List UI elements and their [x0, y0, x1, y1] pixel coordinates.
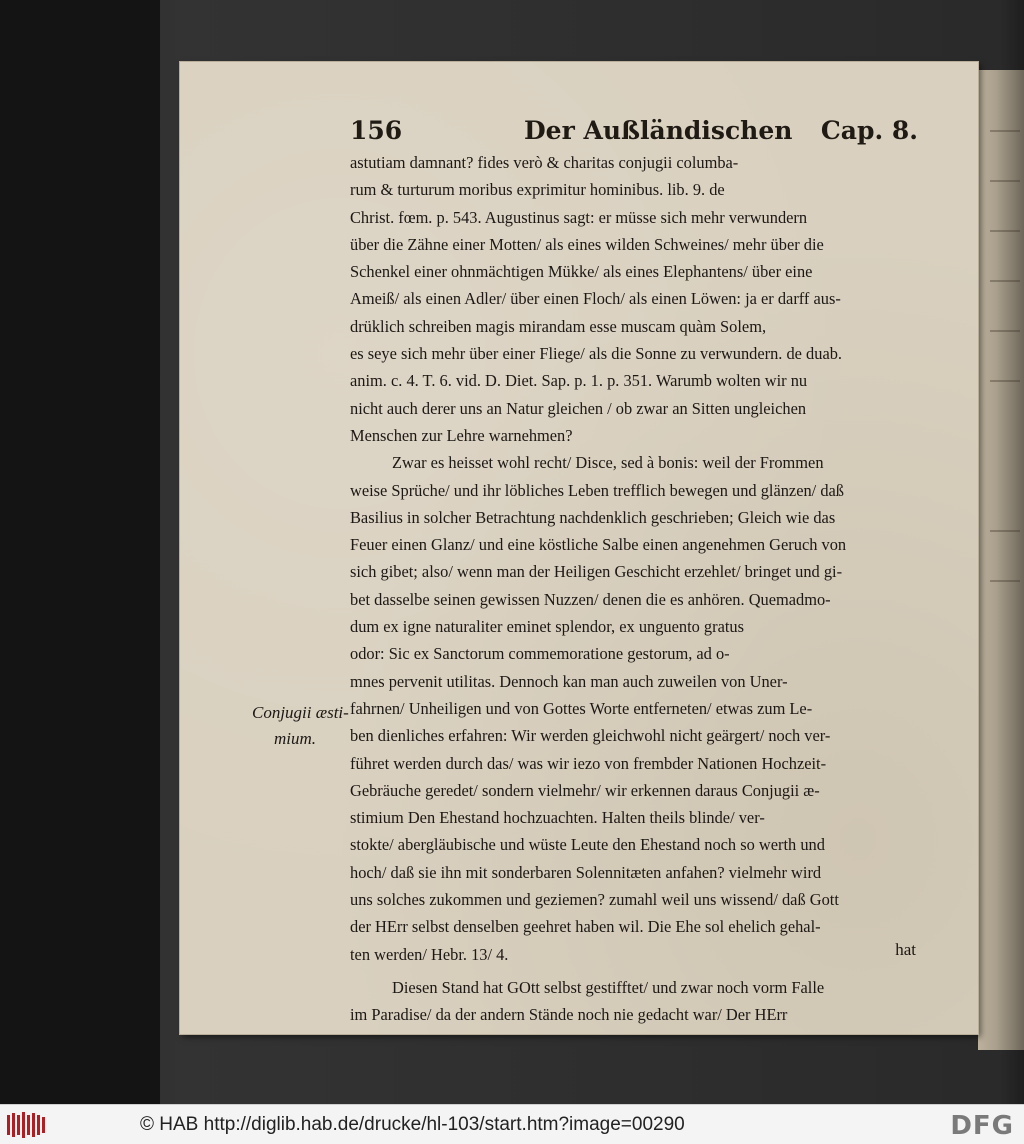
text-line: Diesen Stand hat GOtt selbst gestifftet/ und zwar noch vorm Falle — [392, 977, 825, 997]
text-line: bet dasselbe seinen gewissen Nuzzen/ denen die es anhören. Quemadmo- — [350, 589, 831, 609]
chapter-label: Cap. 8. — [820, 116, 918, 145]
footer-credit-link[interactable]: © HAB http://diglib.hab.de/drucke/hl-103/start.htm?image=00290 — [140, 1114, 685, 1135]
text-line: sich gibet; also/ wenn man der Heiligen Geschicht erzehlet/ bringet und gi- — [350, 562, 843, 582]
text-line: anim. c. 4. T. 6. vid. D. Diet. Sap. p. 1. p. 351. Warumb wolten wir nu — [350, 371, 808, 391]
text-line: uns solches zukommen und geziemen? zumahl weil uns wissend/ daß Gott — [350, 890, 839, 910]
text-line: mnes pervenit utilitas. Dennoch kan man auch zuweilen von Uner- — [350, 671, 788, 691]
page-number: 156 — [350, 116, 403, 145]
adjacent-page-edge — [978, 70, 1024, 1050]
hab-logo-icon — [6, 1111, 46, 1139]
text-line: stimium Den Ehestand hochzuachten. Halten theils blinde/ ver- — [350, 808, 765, 828]
text-line: Gebräuche geredet/ sondern vielmehr/ wir erkennen daraus Conjugii æ- — [350, 780, 820, 800]
footer-bar — [0, 1104, 1024, 1144]
text-line: dum ex igne naturaliter eminet splendor, ex unguento gratus — [350, 617, 744, 637]
paragraph-1 — [350, 149, 950, 449]
text-line: es seye sich mehr über einer Fliege/ als die Sonne zu verwundern. de duab. — [350, 344, 843, 364]
text-line: Feuer einen Glanz/ und eine köstliche Salbe einen angenehmen Geruch von — [350, 535, 847, 555]
marginal-note-line: mium. — [274, 729, 317, 748]
text-line: Zwar es heisset wohl recht/ Disce, sed à bonis: weil der Frommen — [392, 453, 824, 473]
text-line: drüklich schreiben magis mirandam esse muscam quàm Solem, — [350, 316, 767, 336]
text-line: im Paradise/ da der andern Stände noch nie gedacht war/ Der HErr — [350, 1005, 788, 1025]
text-line: Christ. fœm. p. 543. Augustinus sagt: er müsse sich mehr verwundern — [350, 207, 808, 227]
book-page — [180, 62, 978, 1034]
dfg-logo: DFG — [950, 1111, 1014, 1141]
text-line: rum & turturum moribus exprimitur hominibus. lib. 9. de — [350, 180, 725, 200]
marginal-note-line: Conjugii æsti- — [252, 703, 349, 722]
text-line: Schenkel einer ohnmächtigen Mükke/ als eines Elephantens/ über eine — [350, 262, 813, 282]
text-line: nicht auch derer uns an Natur gleichen / ob zwar an Sitten ungleichen — [350, 398, 807, 418]
paragraph-3 — [350, 974, 950, 1029]
page-body-text — [350, 149, 950, 1029]
text-line: hoch/ daß sie ihn mit sonderbaren Solennitæten anfahen? vielmehr wird — [350, 862, 822, 882]
catchword: hat — [895, 940, 916, 959]
text-line: der HErr selbst denselben geehret haben wil. Die Ehe sol ehelich gehal- — [350, 917, 821, 937]
text-line: führet werden durch das/ was wir iezo von frembder Nationen Hochzeit- — [350, 753, 827, 773]
text-line: Basilius in solcher Betrachtung nachdenklich geschrieben; Gleich wie das — [350, 507, 836, 527]
scan-dark-border — [0, 0, 160, 1104]
text-line: ten werden/ Hebr. 13/ 4. — [350, 944, 509, 964]
running-title: Der Außländischen — [524, 116, 793, 145]
text-line: ben dienliches erfahren: Wir werden gleichwohl nicht geärgert/ noch ver- — [350, 726, 831, 746]
text-line: astutiam damnant? fides verò & charitas conjugii columba- — [350, 153, 739, 172]
text-line: über die Zähne einer Motten/ als eines wilden Schweines/ mehr über die — [350, 234, 824, 254]
text-line: Menschen zur Lehre warnehmen? — [350, 425, 573, 445]
text-line: fahrnen/ Unheiligen und von Gottes Worte entferneten/ etwas zum Le- — [350, 698, 813, 718]
marginal-note — [252, 700, 362, 752]
paragraph-2 — [350, 449, 950, 968]
text-line: Ameiß/ als einen Adler/ über einen Floch/ als einen Löwen: ja er darff aus- — [350, 289, 841, 309]
text-line: weise Sprüche/ und ihr löbliches Leben trefflich bewegen und glänzen/ daß — [350, 480, 844, 500]
text-line: stokte/ abergläubische und wüste Leute den Ehestand noch so werth und — [350, 835, 825, 855]
text-line: odor: Sic ex Sanctorum commemoratione gestorum, ad o- — [350, 644, 730, 664]
